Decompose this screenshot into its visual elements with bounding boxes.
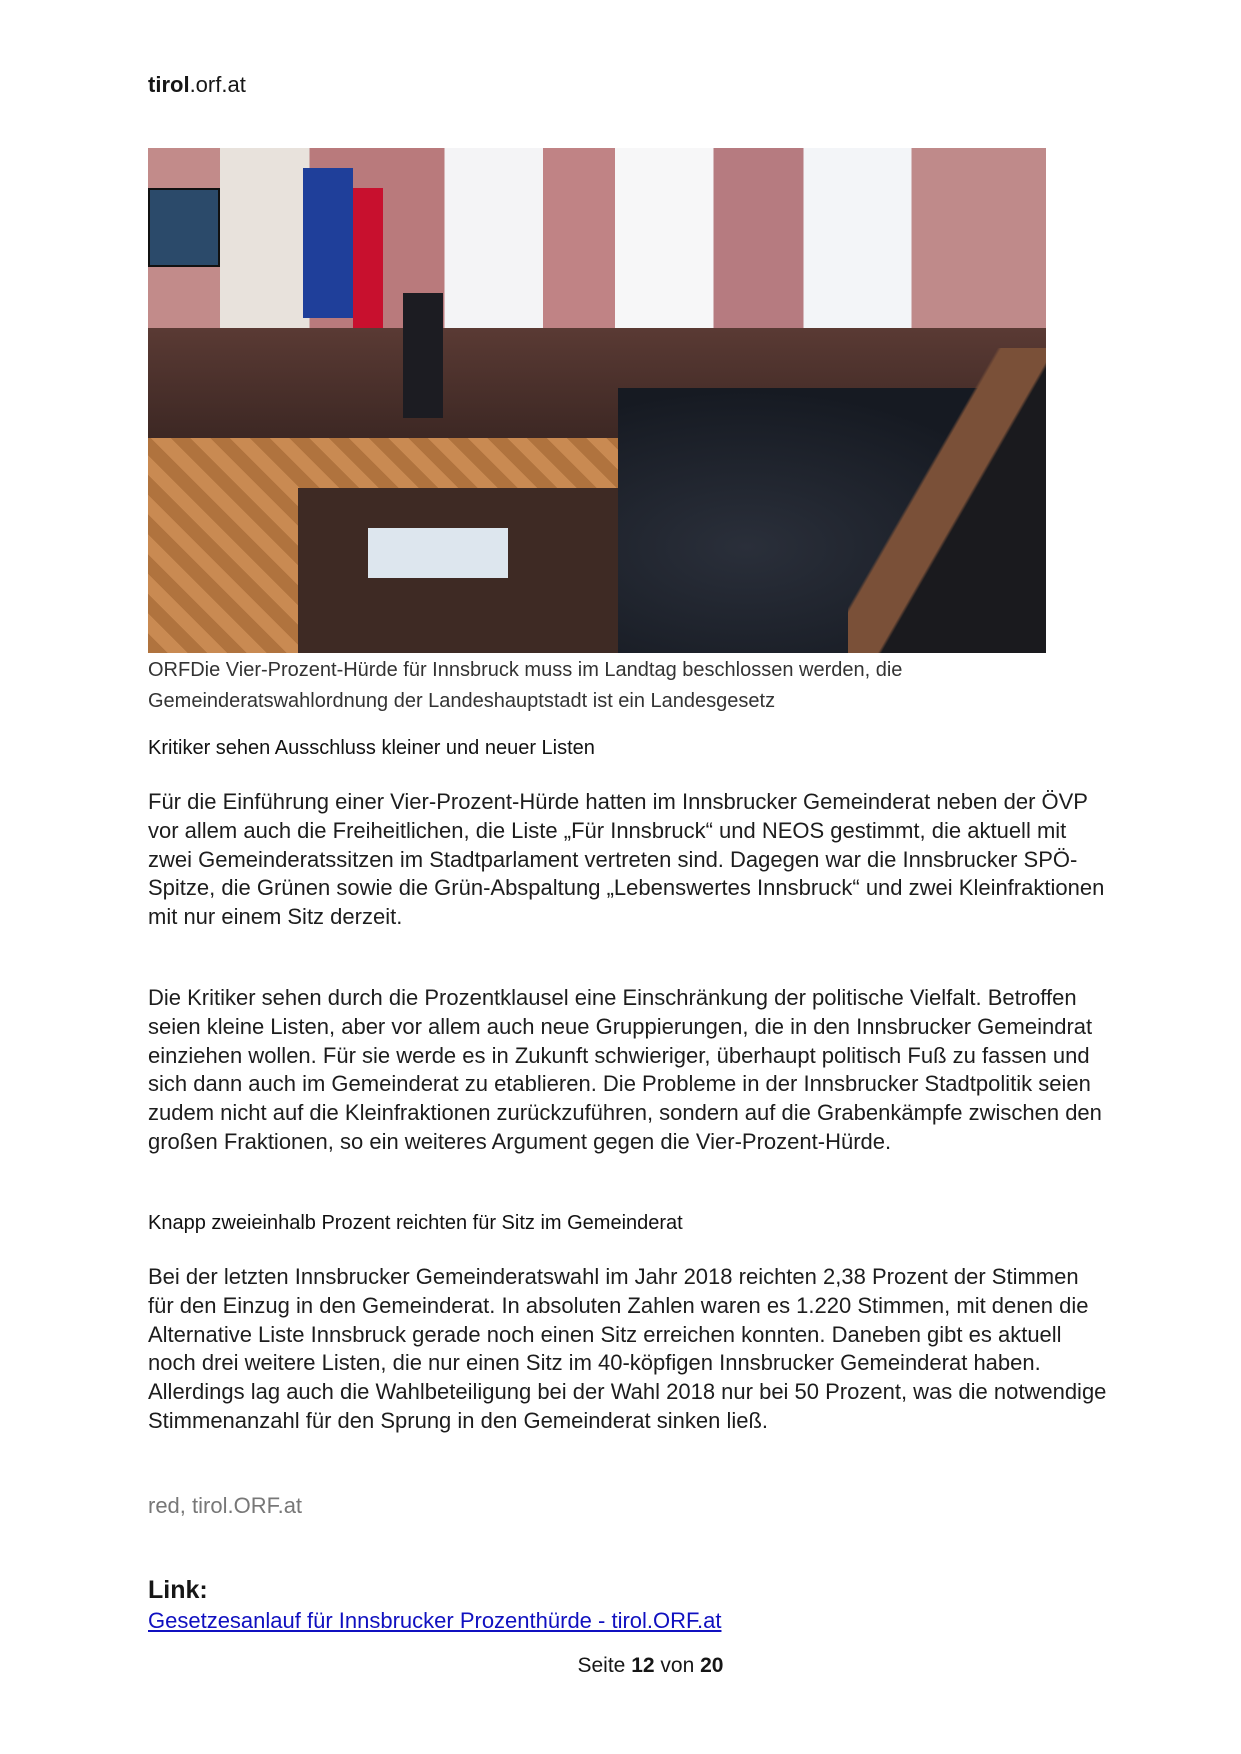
article-credit: red, tirol.ORF.at: [148, 1493, 303, 1518]
paragraph: Die Kritiker sehen durch die Prozentklausel eine Einschränkung der politische Vielfalt. Betroffen seien kleine Listen, aber vor allem auch neue Gruppierungen, die in den Innsbrucker Gemeindrat einziehen wollen. Für sie werde es in Zukunft schwieriger, überhaupt politisch Fuß zu fassen und sich dann auch im Gemeinderat zu etablieren. Die Probleme in der Innsbrucker Stadtpolitik seien zudem nicht auf die Kleinfraktionen zurückzuführen, sondern auf die Grabenkämpfe zwischen den großen Fraktionen, so ein weiteres Argument gegen die Vier-Prozent-Hürde.: [148, 985, 1102, 1154]
paragraph: Bei der letzten Innsbrucker Gemeinderatswahl im Jahr 2018 reichten 2,38 Prozent der Stimmen für den Einzug in den Gemeinderat. In absoluten Zahlen waren es 1.220 Stimmen, mit denen die Alternative Liste Innsbruck gerade noch einen Sitz erreichen konnten. Daneben gibt es aktuell noch drei weitere Listen, die nur einen Sitz im 40-köpfigen Innsbrucker Gemeinderat haben. Allerdings lag auch die Wahlbeteiligung bei der Wahl 2018 nur bei 50 Prozent, was die notwendige Stimmenanzahl für den Sprung in den Gemeinderat sinken ließ.: [148, 1264, 1107, 1433]
page-number: [578, 1654, 724, 1677]
article-photo: [148, 148, 1046, 653]
links-heading: Link:: [148, 1576, 208, 1604]
site-name: [148, 72, 246, 98]
site-name-bold: tirol: [148, 72, 190, 97]
page-footer: [0, 1654, 1241, 1678]
page-of: von: [660, 1654, 695, 1677]
page-prefix: Seite: [577, 1654, 626, 1677]
total-pages: 20: [700, 1654, 724, 1677]
subheading: Kritiker sehen Ausschluss kleiner und neuer Listen: [148, 737, 595, 759]
related-article-link[interactable]: Gesetzesanlauf für Innsbrucker Prozenthürde - tirol.ORF.at: [148, 1608, 722, 1633]
site-name-rest: .orf.at: [189, 72, 246, 97]
photo-caption: ORFDie Vier-Prozent-Hürde für Innsbruck muss im Landtag beschlossen werden, die Gemeinderatswahlordnung der Landeshauptstadt ist ein Landesgesetz: [148, 659, 903, 712]
subheading: Knapp zweieinhalb Prozent reichten für Sitz im Gemeinderat: [148, 1212, 683, 1234]
paragraph: Für die Einführung einer Vier-Prozent-Hürde hatten im Innsbrucker Gemeinderat neben der ÖVP vor allem auch die Freiheitlichen, die Liste „Für Innsbruck“ und NEOS gestimmt, die aktuell mit zwei Gemeinderatssitzen im Stadtparlament vertreten sind. Dagegen war die Innsbrucker SPÖ-Spitze, die Grünen sowie die Grün-Abspaltung „Lebenswertes Innsbruck“ und zwei Kleinfraktionen mit nur einem Sitz derzeit.: [148, 789, 1105, 930]
current-page: 12: [631, 1654, 655, 1677]
